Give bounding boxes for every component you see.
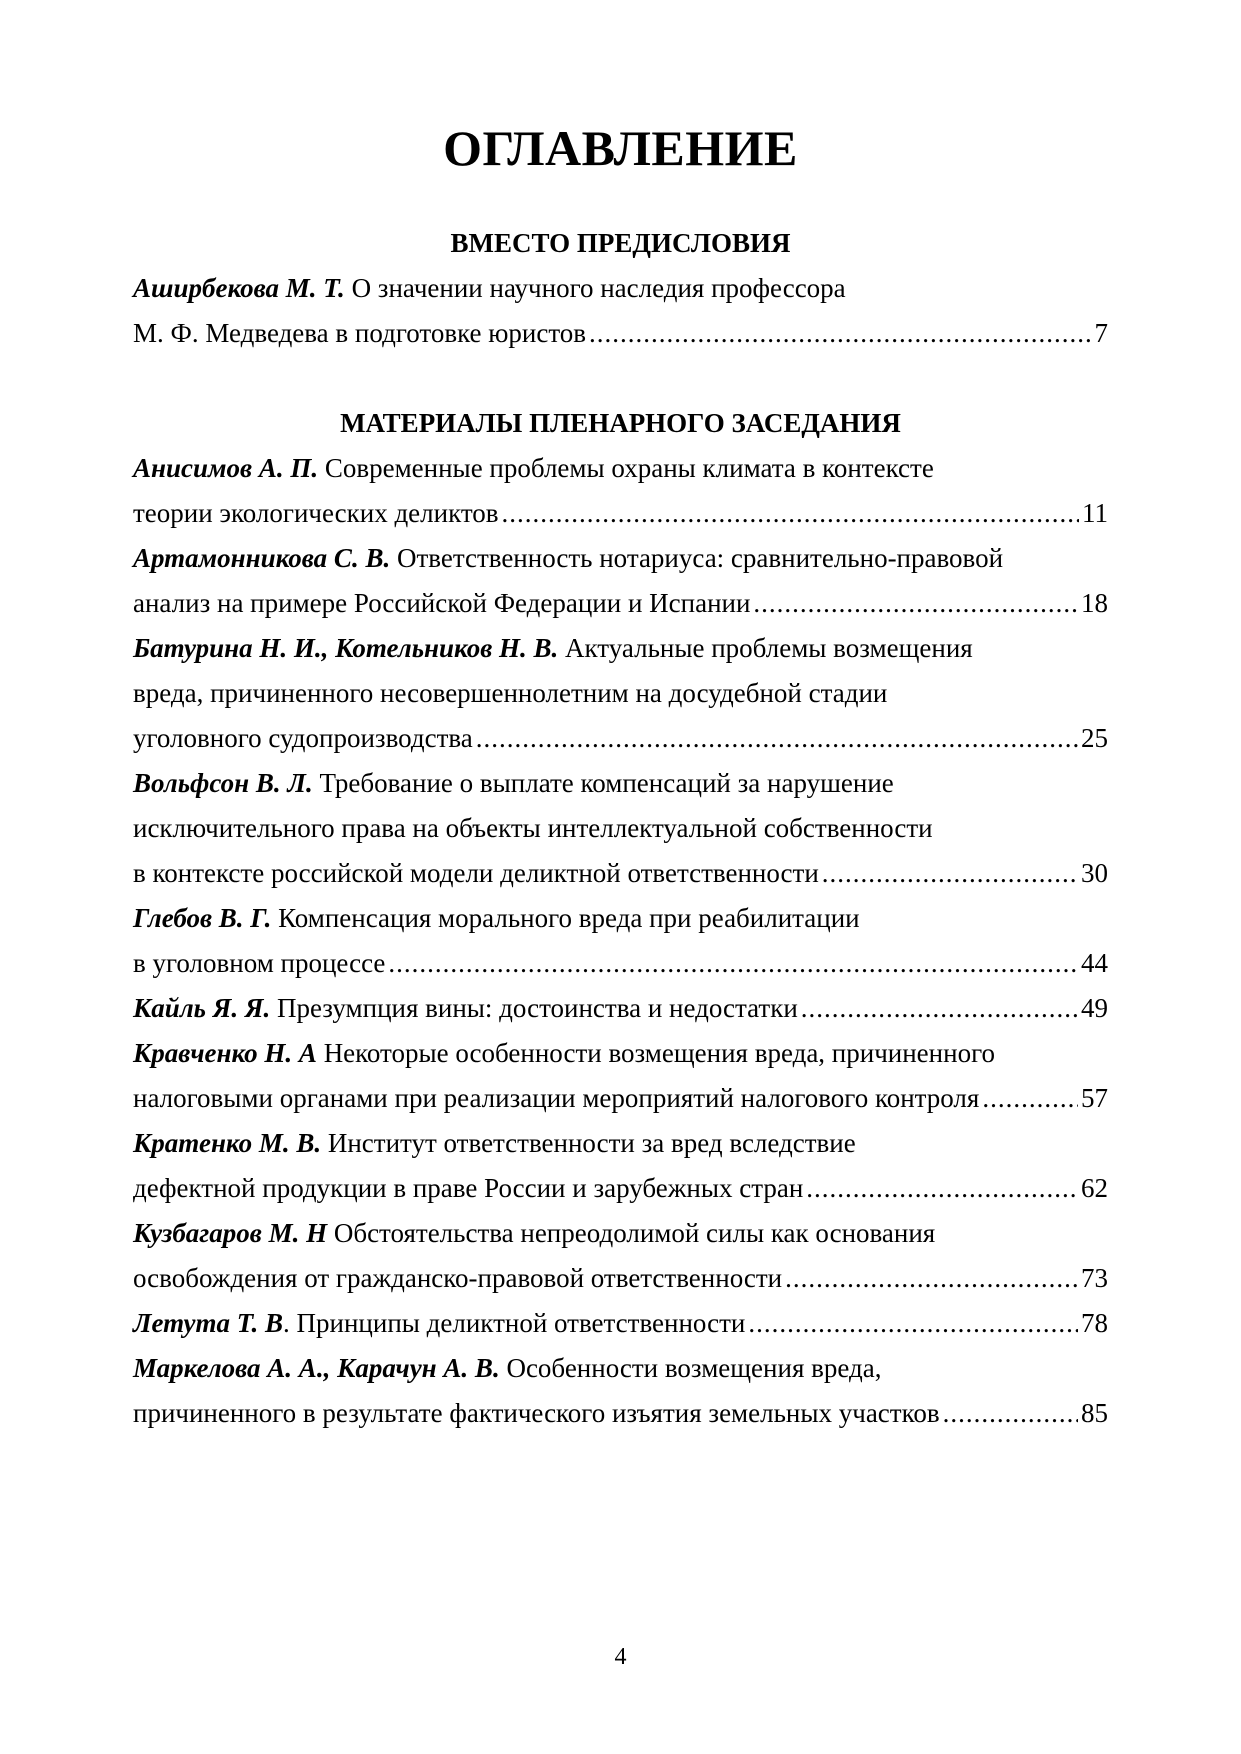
entry-title: . Принципы деликтной ответственности: [283, 1308, 746, 1338]
entry-title: Современные проблемы охраны климата в контексте: [324, 453, 934, 483]
toc-entry-artamonnikova-cont[interactable]: [133, 585, 1108, 621]
dot-leader: [822, 855, 1078, 891]
entry-title: Актуальные проблемы возмещения: [565, 633, 973, 663]
toc-entry-glebov[interactable]: [133, 900, 1108, 936]
dot-leader: [502, 495, 1079, 531]
entry-page-number: 73: [1081, 1263, 1108, 1293]
toc-entry-anisimov[interactable]: [133, 450, 1108, 486]
toc-entry-anisimov-cont[interactable]: [133, 495, 1108, 531]
toc-entry-baturina[interactable]: [133, 630, 1108, 666]
entry-title: Компенсация морального вреда при реабилитации: [278, 903, 860, 933]
entry-page-number: 7: [1094, 318, 1108, 348]
toc-entry-markelova[interactable]: [133, 1350, 1108, 1386]
entry-title: в контексте российской модели деликтной ответственности: [133, 858, 819, 888]
toc-entry-volfson[interactable]: [133, 765, 1108, 801]
section-heading-preface: ВМЕСТО ПРЕДИСЛОВИЯ: [450, 228, 791, 258]
entry-author: Кратенко М. В.: [133, 1128, 322, 1158]
entry-title: Презумпция вины: достоинства и недостатки: [276, 993, 798, 1023]
entry-title: М. Ф. Медведева в подготовке юристов: [133, 318, 587, 348]
toc-entry-glebov-cont[interactable]: [133, 945, 1108, 981]
entry-title: теории экологических деликтов: [133, 498, 499, 528]
entry-page-number: 25: [1081, 723, 1108, 753]
entry-title: Некоторые особенности возмещения вреда, причиненного: [323, 1038, 995, 1068]
entry-page-number: 49: [1081, 993, 1108, 1023]
dot-leader: [982, 1080, 1078, 1116]
toc-entry-volfson-cont2[interactable]: [133, 855, 1108, 891]
entry-title: дефектной продукции в праве России и зарубежных стран: [133, 1173, 804, 1203]
section-heading-plenary: МАТЕРИАЛЫ ПЛЕНАРНОГО ЗАСЕДАНИЯ: [340, 408, 901, 438]
toc-entry-baturina-cont1[interactable]: [133, 675, 1108, 711]
entry-page-number: 62: [1081, 1173, 1108, 1203]
entry-author: Батурина Н. И., Котельников Н. В.: [133, 633, 559, 663]
toc-entry-kravchenko-cont[interactable]: [133, 1080, 1108, 1116]
entry-author: Глебов В. Г.: [133, 903, 272, 933]
entry-page-number: 85: [1081, 1398, 1108, 1428]
entry-title: анализ на примере Российской Федерации и Испании: [133, 588, 751, 618]
toc-entry-kravchenko[interactable]: [133, 1035, 1108, 1071]
dot-leader: [748, 1305, 1078, 1341]
entry-page-number: 30: [1081, 858, 1108, 888]
entry-page-number: 78: [1081, 1308, 1108, 1338]
entry-title: исключительного права на объекты интеллектуальной собственности: [133, 813, 933, 843]
entry-author: Аширбекова М. Т.: [133, 273, 345, 303]
entry-author: Анисимов А. П.: [133, 453, 319, 483]
entry-title: вреда, причиненного несовершеннолетним на досудебной стадии: [133, 678, 888, 708]
toc-entry-artamonnikova[interactable]: [133, 540, 1108, 576]
dot-leader: [753, 585, 1078, 621]
toc-entry-kratenko[interactable]: [133, 1125, 1108, 1161]
toc-entry-kuzbagarov[interactable]: [133, 1215, 1108, 1251]
entry-author: Кравченко Н. А: [133, 1038, 317, 1068]
toc-entry-ashirbekova[interactable]: [133, 270, 1108, 306]
toc-entry-ashirbekova-cont[interactable]: [133, 315, 1108, 351]
page-title: ОГЛАВЛЕНИЕ: [443, 120, 798, 176]
dot-leader: [943, 1395, 1078, 1431]
entry-author: Летута Т. В: [133, 1308, 284, 1338]
entry-author: Кайль Я. Я.: [133, 993, 271, 1023]
entry-title: Институт ответственности за вред вследствие: [327, 1128, 856, 1158]
dot-leader: [806, 1170, 1078, 1206]
entry-title: Особенности возмещения вреда,: [506, 1353, 882, 1383]
entry-title: Обстоятельства непреодолимой силы как основания: [333, 1218, 936, 1248]
toc-entry-kayl[interactable]: [133, 990, 1108, 1026]
toc-entry-volfson-cont1[interactable]: [133, 810, 1108, 846]
entry-page-number: 44: [1081, 948, 1108, 978]
entry-page-number: 57: [1081, 1083, 1108, 1113]
toc-entry-baturina-cont2[interactable]: [133, 720, 1108, 756]
entry-author: Кузбагаров М. Н: [133, 1218, 328, 1248]
toc-entry-kratenko-cont[interactable]: [133, 1170, 1108, 1206]
toc-entry-markelova-cont[interactable]: [133, 1395, 1108, 1431]
dot-leader: [388, 945, 1078, 981]
entry-page-number: 11: [1082, 498, 1108, 528]
dot-leader: [589, 315, 1091, 351]
toc-entry-kuzbagarov-cont[interactable]: [133, 1260, 1108, 1296]
toc-entry-letuta[interactable]: [133, 1305, 1108, 1341]
dot-leader: [785, 1260, 1078, 1296]
entry-title: причиненного в результате фактического изъятия земельных участков: [133, 1398, 940, 1428]
entry-title: освобождения от гражданско-правовой ответственности: [133, 1263, 783, 1293]
entry-title: в уголовном процессе: [133, 948, 386, 978]
dot-leader: [801, 990, 1078, 1026]
entry-title: Ответственность нотариуса: сравнительно-правовой: [396, 543, 1004, 573]
entry-title: О значении научного наследия профессора: [351, 273, 846, 303]
entry-title: уголовного судопроизводства: [133, 723, 473, 753]
entry-author: Вольфсон В. Л.: [133, 768, 313, 798]
dot-leader: [476, 720, 1078, 756]
entry-title: Требование о выплате компенсаций за нарушение: [319, 768, 894, 798]
entry-page-number: 18: [1081, 588, 1108, 618]
footer-page-number: 4: [614, 1644, 627, 1670]
entry-title: налоговыми органами при реализации мероприятий налогового контроля: [133, 1083, 980, 1113]
entry-author: Маркелова А. А., Карачун А. В.: [133, 1353, 500, 1383]
entry-author: Артамонникова С. В.: [133, 543, 391, 573]
